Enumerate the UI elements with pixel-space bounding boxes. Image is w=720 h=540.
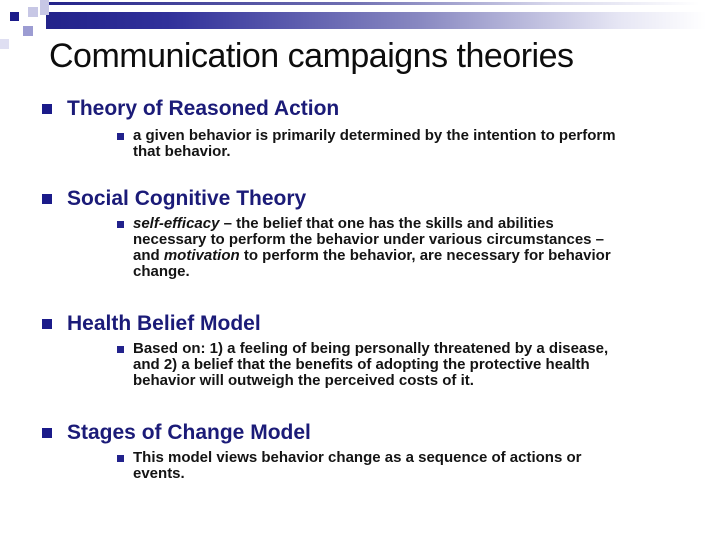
square-subbullet-icon: [117, 133, 124, 140]
section-heading-text: Stages of Change Model: [67, 421, 311, 444]
body-line: [133, 248, 693, 264]
section-body-text: [133, 216, 693, 280]
body-line-text: and: [133, 247, 164, 264]
square-bullet-icon: [42, 428, 52, 438]
section-body-text: [133, 450, 693, 482]
body-line: [133, 216, 693, 232]
body-line: Based on: 1) a feeling of being personally threatened by a disease,: [133, 340, 609, 357]
body-line: that behavior.: [133, 143, 231, 160]
slide-title: Communication campaigns theories: [49, 37, 574, 75]
square-bullet-icon: [42, 319, 52, 329]
italic-term: self-efficacy: [133, 215, 220, 232]
decor-square-mid: [23, 26, 33, 36]
section-heading-text: Health Belief Model: [67, 312, 261, 335]
decor-square-light-2: [28, 7, 38, 17]
body-line: necessary to perform the behavior under various circumstances –: [133, 231, 605, 248]
square-bullet-icon: [42, 104, 52, 114]
section-body-stages-of-change-model: [117, 450, 693, 482]
square-subbullet-icon: [117, 346, 124, 353]
gradient-bar: [46, 12, 720, 29]
body-line: events.: [133, 465, 185, 482]
body-line: behavior will outweigh the perceived costs of it.: [133, 372, 474, 389]
section-heading-text: Social Cognitive Theory: [67, 187, 307, 210]
section-body-health-belief-model: [117, 341, 693, 389]
body-line: and 2) a belief that the benefits of adopting the protective health: [133, 356, 590, 373]
section-heading-health-belief-model: [42, 312, 261, 336]
square-subbullet-icon: [117, 455, 124, 462]
section-body-theory-of-reasoned-action: [117, 128, 693, 160]
decor-square-light-1: [40, 0, 49, 15]
decor-square-pale: [0, 39, 9, 49]
body-line: change.: [133, 263, 190, 280]
italic-term: motivation: [163, 247, 240, 264]
section-heading-social-cognitive-theory: [42, 187, 306, 211]
section-body-text: [133, 128, 693, 160]
body-line: a given behavior is primarily determined by the intention to perform: [133, 127, 616, 144]
body-line-text: – the belief that one has the skills and abilities: [219, 215, 554, 232]
top-accent-line: [49, 2, 720, 5]
body-line-text: to perform the behavior, are necessary for behavior: [239, 247, 611, 264]
section-heading-text: Theory of Reasoned Action: [67, 97, 340, 120]
section-body-social-cognitive-theory: [117, 216, 693, 280]
square-subbullet-icon: [117, 221, 124, 228]
body-line: This model views behavior change as a sequence of actions or: [133, 449, 582, 466]
decor-square-navy: [10, 12, 19, 21]
section-heading-stages-of-change-model: [42, 421, 311, 445]
section-body-text: [133, 341, 693, 389]
square-bullet-icon: [42, 194, 52, 204]
section-heading-theory-of-reasoned-action: [42, 97, 339, 121]
